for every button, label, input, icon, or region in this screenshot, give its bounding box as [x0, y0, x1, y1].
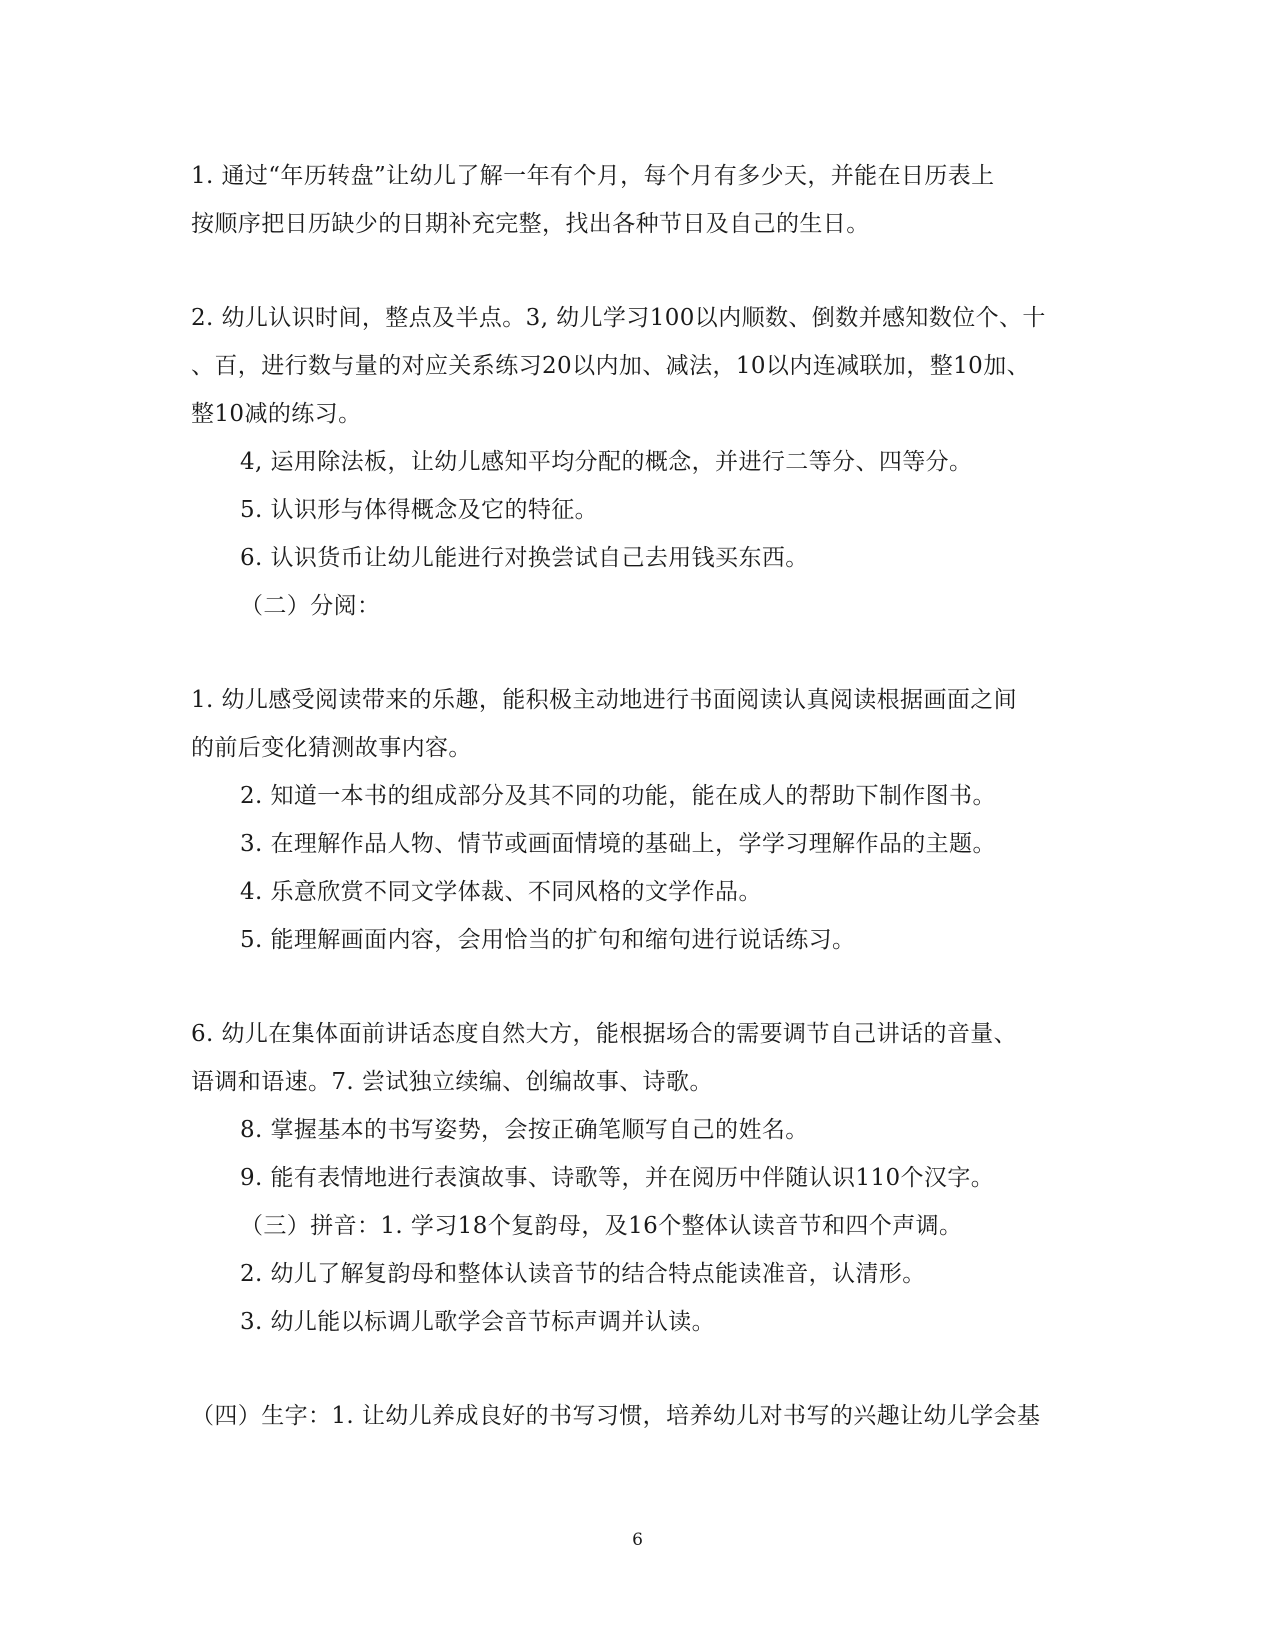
- text-line: 2. 幼儿了解复韵母和整体认读音节的结合特点能读准音，认清形。: [240, 1261, 926, 1287]
- text-line: 2. 知道一本书的组成部分及其不同的功能，能在成人的帮助下制作图书。: [240, 783, 996, 809]
- page-number: 6: [632, 1530, 643, 1550]
- text-line: 5. 认识形与体得概念及它的特征。: [240, 497, 599, 523]
- section-heading: （三）拼音：1. 学习18个复韵母，及16个整体认读音节和四个声调。: [240, 1213, 963, 1239]
- text-line: 按顺序把日历缺少的日期补充完整，找出各种节日及自己的生日。: [191, 211, 870, 237]
- section-heading: （四）生字：1. 让幼儿养成良好的书写习惯，培养幼儿对书写的兴趣让幼儿学会基: [191, 1403, 1041, 1429]
- text-line: 8. 掌握基本的书写姿势，会按正确笔顺写自己的姓名。: [240, 1117, 809, 1143]
- text-line: 3. 幼儿能以标调儿歌学会音节标声调并认读。: [240, 1309, 716, 1335]
- text-line: 2. 幼儿认识时间，整点及半点。3, 幼儿学习100以内顺数、倒数并感知数位个、十: [191, 305, 1046, 331]
- text-line: 4. 乐意欣赏不同文学体裁、不同风格的文学作品。: [240, 879, 762, 905]
- text-line: 语调和语速。7. 尝试独立续编、创编故事、诗歌。: [191, 1069, 713, 1095]
- text-line: 1. 幼儿感受阅读带来的乐趣，能积极主动地进行书面阅读认真阅读根据画面之间: [191, 687, 1018, 713]
- text-line: 4, 运用除法板，让幼儿感知平均分配的概念，并进行二等分、四等分。: [240, 449, 973, 475]
- text-line: 9. 能有表情地进行表演故事、诗歌等，并在阅历中伴随认识110个汉字。: [240, 1165, 995, 1191]
- text-line: 整10减的练习。: [191, 401, 362, 427]
- text-line: 、百，进行数与量的对应关系练习20以内加、减法，10以内连减联加，整10加、: [191, 353, 1030, 379]
- text-line: 1. 通过“年历转盘”让幼儿了解一年有个月，每个月有多少天，并能在日历表上: [191, 163, 995, 189]
- section-heading: （二）分阅：: [240, 593, 381, 619]
- text-line: 的前后变化猜测故事内容。: [191, 735, 472, 761]
- text-line: 3. 在理解作品人物、情节或画面情境的基础上，学学习理解作品的主题。: [240, 831, 996, 857]
- text-line: 5. 能理解画面内容，会用恰当的扩句和缩句进行说话练习。: [240, 927, 856, 953]
- text-line: 6. 幼儿在集体面前讲话态度自然大方，能根据场合的需要调节自己讲话的音量、: [191, 1021, 1018, 1047]
- text-line: 6. 认识货币让幼儿能进行对换尝试自己去用钱买东西。: [240, 545, 809, 571]
